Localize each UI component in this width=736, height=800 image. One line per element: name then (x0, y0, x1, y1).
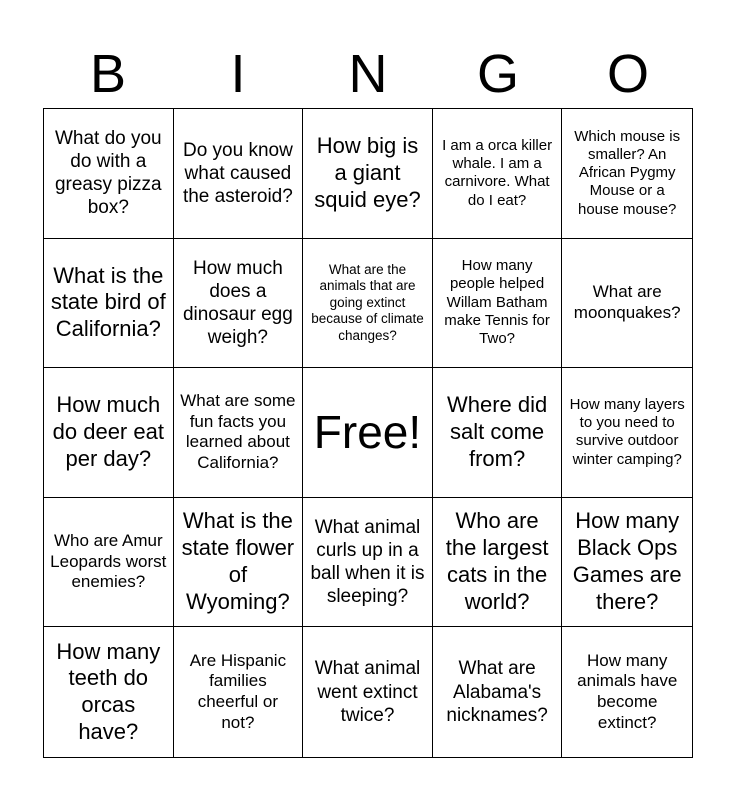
bingo-cell-16[interactable] (44, 498, 174, 628)
bingo-cell-22[interactable] (174, 627, 304, 757)
bingo-header (43, 40, 693, 108)
cell-text: What are moonquakes? (573, 282, 681, 322)
bingo-cell-19[interactable] (433, 498, 563, 628)
bingo-cell-1[interactable] (44, 109, 174, 239)
cell-text: What is the state bird of California? (50, 262, 166, 342)
bingo-board (43, 108, 693, 758)
cell-text: How many Black Ops Games are there? (572, 508, 682, 614)
cell-text: How much does a dinosaur egg weigh? (182, 257, 293, 349)
free-space-text: Free! (313, 406, 422, 459)
bingo-cell-20[interactable] (562, 498, 692, 628)
bingo-cell-17[interactable] (174, 498, 304, 628)
bingo-cell-4[interactable] (433, 109, 563, 239)
bingo-cell-3[interactable] (303, 109, 433, 239)
bingo-cell-15[interactable] (562, 368, 692, 498)
cell-text: Which mouse is smaller? An African Pygmy Mouse or a house mouse? (574, 127, 681, 218)
bingo-cell-8[interactable] (303, 239, 433, 369)
bingo-cell-23[interactable] (303, 627, 433, 757)
cell-text: Who are the largest cats in the world? (445, 508, 549, 614)
cell-text: How big is a giant squid eye? (314, 133, 421, 212)
cell-text: How much do deer eat per day? (52, 392, 164, 471)
cell-text: How many teeth do orcas have? (56, 638, 161, 745)
cell-text: What animal curls up in a ball when it is sleeping? (310, 516, 425, 608)
bingo-cell-9[interactable] (433, 239, 563, 369)
bingo-cell-6[interactable] (44, 239, 174, 369)
bingo-cell-7[interactable] (174, 239, 304, 369)
cell-text: I am a orca killer whale. I am a carnivore. What do I eat? (442, 136, 553, 209)
cell-text: How many layers to you need to survive outdoor winter camping? (569, 395, 685, 468)
bingo-cell-10[interactable] (562, 239, 692, 369)
bingo-cell-12[interactable] (174, 368, 304, 498)
header-letter-g: G (476, 44, 519, 104)
header-letter-n: N (348, 44, 388, 104)
bingo-cell-5[interactable] (562, 109, 692, 239)
bingo-cell-25[interactable] (562, 627, 692, 757)
cell-text: Are Hispanic families cheerful or not? (189, 650, 287, 732)
cell-text: How many animals have become extinct? (577, 650, 678, 732)
bingo-cell-21[interactable] (44, 627, 174, 757)
header-letter-b: B (89, 44, 127, 104)
header-letter-o: O (606, 44, 649, 104)
bingo-cell-24[interactable] (433, 627, 563, 757)
cell-text: Do you know what caused the asteroid? (182, 139, 293, 207)
cell-text: How many people helped Willam Batham make Tennis for Two? (444, 257, 550, 348)
cell-text: What are the animals that are going extinct because of climate changes? (311, 261, 424, 343)
cell-text: What do you do with a greasy pizza box? (54, 127, 162, 219)
bingo-cell-18[interactable] (303, 498, 433, 628)
cell-text: Where did salt come from? (446, 392, 548, 471)
bingo-free-space[interactable] (303, 368, 433, 498)
header-letter-i: I (230, 44, 246, 104)
bingo-cell-2[interactable] (174, 109, 304, 239)
bingo-cell-14[interactable] (433, 368, 563, 498)
cell-text: Who are Amur Leopards worst enemies? (50, 530, 167, 592)
cell-text: What animal went extinct twice? (314, 658, 421, 726)
bingo-cell-11[interactable] (44, 368, 174, 498)
cell-text: What are Alabama's nicknames? (446, 658, 548, 726)
cell-text: What is the state flower of Wyoming? (181, 508, 295, 614)
cell-text: What are some fun facts you learned about California? (180, 391, 296, 473)
